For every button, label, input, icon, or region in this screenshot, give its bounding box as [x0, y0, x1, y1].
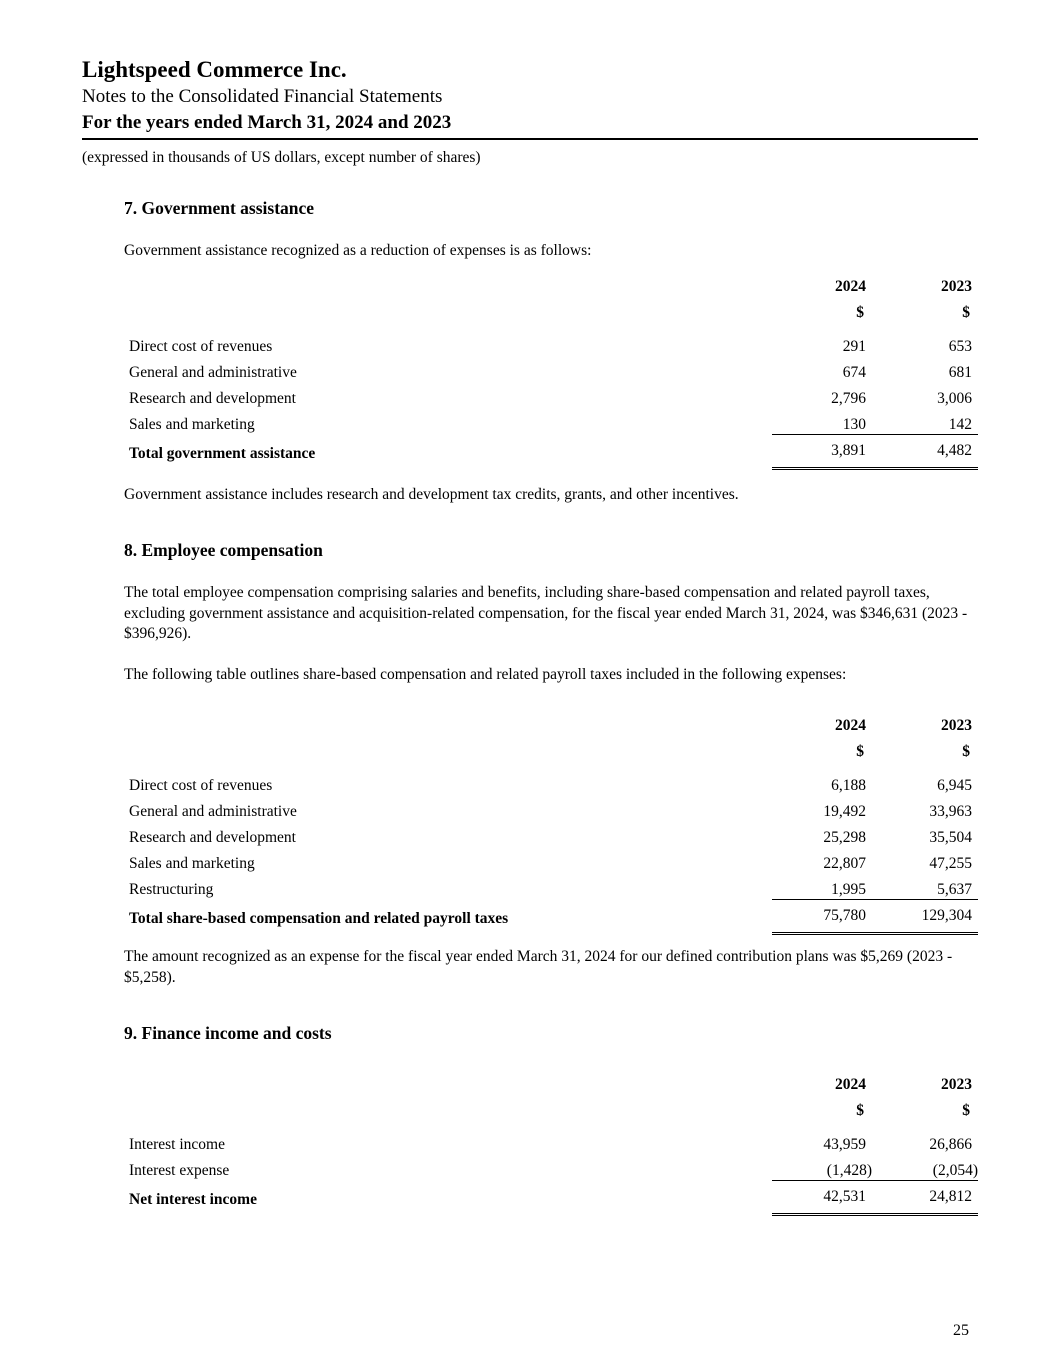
note7-footnote-block	[124, 485, 978, 506]
note7-intro: Government assistance recognized as a reduction of expenses is as follows:	[124, 242, 592, 259]
table-row: Direct cost of revenues 291 653	[129, 338, 972, 355]
table-total-row: Net interest income 42,531 24,812	[124, 1184, 978, 1216]
table-row: Restructuring 1,995 5,637	[129, 881, 972, 898]
units-note: (expressed in thousands of US dollars, except number of shares)	[82, 149, 481, 166]
table-row: Interest expense (1,428) (2,054)	[129, 1162, 978, 1179]
note8-para3: The amount recognized as an expense for the fiscal year ended March 31, 2024 for our defined contribution plans was $5,269 (2023 - $5,258).	[124, 948, 953, 986]
note9-title: 9. Finance income and costs	[124, 1023, 332, 1043]
note7-title: 7. Government assistance	[124, 198, 315, 218]
table-total-row: Total government assistance 3,891 4,482	[124, 438, 978, 470]
note9-table	[124, 1072, 978, 1216]
note8-para3-block	[124, 947, 954, 988]
table-header-units: $ $	[856, 1102, 970, 1119]
table-header-units: $ $	[856, 743, 970, 760]
table-row: General and administrative 674 681	[129, 364, 972, 381]
col-2024: 2024	[835, 278, 866, 295]
note8-table	[124, 713, 978, 935]
note7-section	[124, 198, 978, 262]
note9-section	[124, 1023, 978, 1044]
table-row: Sales and marketing 130 142	[129, 416, 972, 433]
table-header-units: $ $	[856, 304, 970, 321]
note8-para2: The following table outlines share-based compensation and related payroll taxes included in the following expenses:	[124, 665, 847, 683]
table-header-years: 2024 2023	[835, 717, 972, 734]
table-row: Research and development 25,298 35,504	[129, 829, 972, 846]
company-name: Lightspeed Commerce Inc.	[82, 57, 347, 82]
table-total-row: Total share-based compensation and related payroll taxes 75,780 129,304	[124, 903, 978, 935]
page-header	[82, 56, 978, 168]
page-number: 25	[953, 1322, 969, 1339]
table-header-years: 2024 2023	[835, 1076, 972, 1093]
note8-para1: The total employee compensation comprising salaries and benefits, including share-based compensation and related payroll taxes, excluding government assistance and acquisition-related compensation, for the fiscal year ended March 31, 2024, was $346,631 (2023 - $396,926).	[124, 584, 968, 642]
table-header-years	[124, 274, 978, 300]
note8-title: 8. Employee compensation	[124, 540, 323, 560]
col-2023: 2023	[941, 278, 972, 295]
table-row: Research and development 2,796 3,006	[129, 390, 972, 407]
note8-section	[124, 540, 978, 685]
note7-table	[124, 274, 978, 470]
table-row: Interest income 43,959 26,866	[129, 1136, 972, 1153]
table-row: Sales and marketing 22,807 47,255	[129, 855, 972, 872]
table-row: General and administrative 19,492 33,963	[129, 803, 972, 820]
reporting-period: For the years ended March 31, 2024 and 2023	[82, 110, 978, 140]
table-row: Direct cost of revenues 6,188 6,945	[129, 777, 972, 794]
document-subtitle: Notes to the Consolidated Financial Statements	[82, 86, 443, 107]
note7-footnote: Government assistance includes research and development tax credits, grants, and other incentives.	[124, 486, 739, 503]
